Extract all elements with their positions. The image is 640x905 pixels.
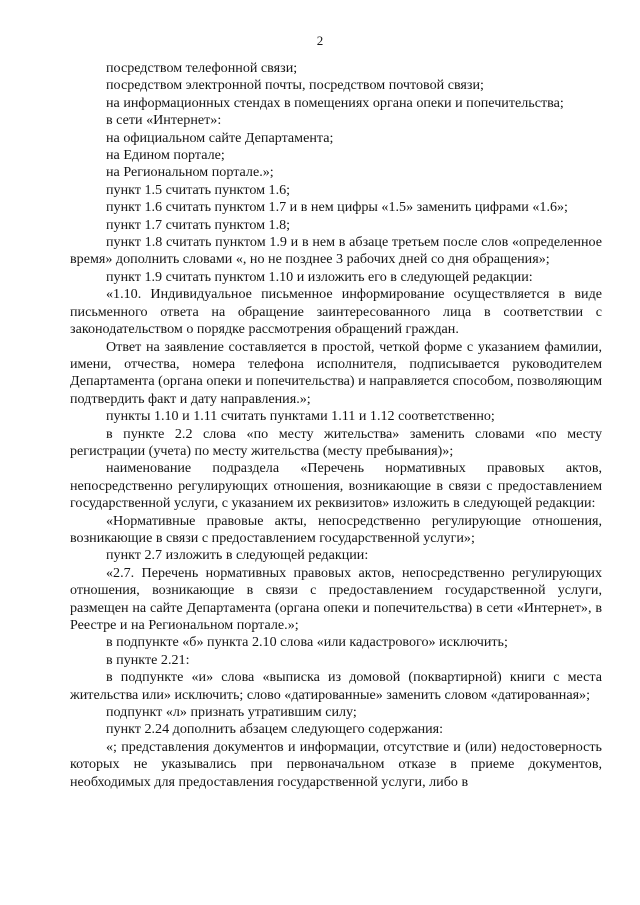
paragraph: пункты 1.10 и 1.11 считать пунктами 1.11 и 1.12 соответственно; <box>106 408 495 425</box>
paragraph: «; представления документов и информации, отсутствие и (или) недостоверность которых не указывались при первоначальном отказе в приеме документов, необходимых для предоставления государственной услуги, либо в <box>70 738 602 790</box>
paragraph: в пункте 2.21: <box>106 651 190 668</box>
paragraph: на Едином портале; <box>106 147 225 164</box>
paragraph: в сети «Интернет»: <box>106 112 222 129</box>
paragraph: в подпункте «б» пункта 2.10 слова «или кадастрового» исключить; <box>106 634 508 651</box>
paragraph: пункт 1.9 считать пунктом 1.10 и изложить его в следующей редакции: <box>106 268 533 285</box>
paragraph: Ответ на заявление составляется в простой, четкой форме с указанием фамилии, имени, отчества, номера телефона исполнителя, подписывается руководителем Департамента (органа опеки и попечительства) и направляется способом, позволяющим подтвердить факт и дату направления.»; <box>70 338 602 407</box>
paragraph: на информационных стендах в помещениях органа опеки и попечительства; <box>106 94 564 111</box>
paragraph: «1.10. Индивидуальное письменное информирование осуществляется в виде письменного ответа на обращение заинтересованного лица в соответствии с законодательством о порядке рассмотрения обращений граждан. <box>70 286 602 338</box>
paragraph: посредством электронной почты, посредством почтовой связи; <box>106 77 484 94</box>
paragraph: посредством телефонной связи; <box>106 60 298 76</box>
paragraph: пункт 1.8 считать пунктом 1.9 и в нем в абзаце третьем после слов «определенное время» дополнить словами «, но не позднее 3 рабочих дней со дня обращения»; <box>70 234 602 268</box>
paragraph: наименование подраздела «Перечень нормативных правовых актов, непосредственно регулирующих отношения, возникающие в связи с предоставлением государственной услуги, с указанием их реквизитов» изложить в следующей редакции: <box>70 460 602 512</box>
paragraph: на Региональном портале.»; <box>106 164 274 181</box>
paragraph: на официальном сайте Департамента; <box>106 129 334 146</box>
paragraph: подпункт «л» признать утратившим силу; <box>106 704 357 721</box>
page-number: 2 <box>316 33 324 48</box>
paragraph: пункт 2.24 дополнить абзацем следующего содержания: <box>106 721 444 738</box>
paragraph: пункт 1.6 считать пунктом 1.7 и в нем цифры «1.5» заменить цифрами «1.6»; <box>106 199 568 216</box>
paragraph: пункт 2.7 изложить в следующей редакции: <box>106 547 369 564</box>
paragraph: «2.7. Перечень нормативных правовых актов, непосредственно регулирующих отношения, возникающие в связи с предоставлением государственной услуги, размещен на сайте Департамента (органа опеки и попечительства) в сети «Интернет», в Реестре и на Региональном портале.»; <box>70 564 602 633</box>
paragraph: пункт 1.5 считать пунктом 1.6; <box>106 181 291 198</box>
paragraph: в пункте 2.2 слова «по месту жительства» заменить словами «по месту регистрации (учета) по месту жительства (месту пребывания)»; <box>70 425 602 459</box>
paragraph: пункт 1.7 считать пунктом 1.8; <box>106 216 291 233</box>
paragraph: «Нормативные правовые акты, непосредственно регулирующие отношения, возникающие в связи с предоставлением государственной услуги»; <box>70 512 602 546</box>
document-body <box>70 60 602 791</box>
paragraph: в подпункте «и» слова «выписка из домовой (поквартирной) книги с места жительства или» исключить; слово «датированные» заменить словом «датированная»; <box>70 669 602 703</box>
